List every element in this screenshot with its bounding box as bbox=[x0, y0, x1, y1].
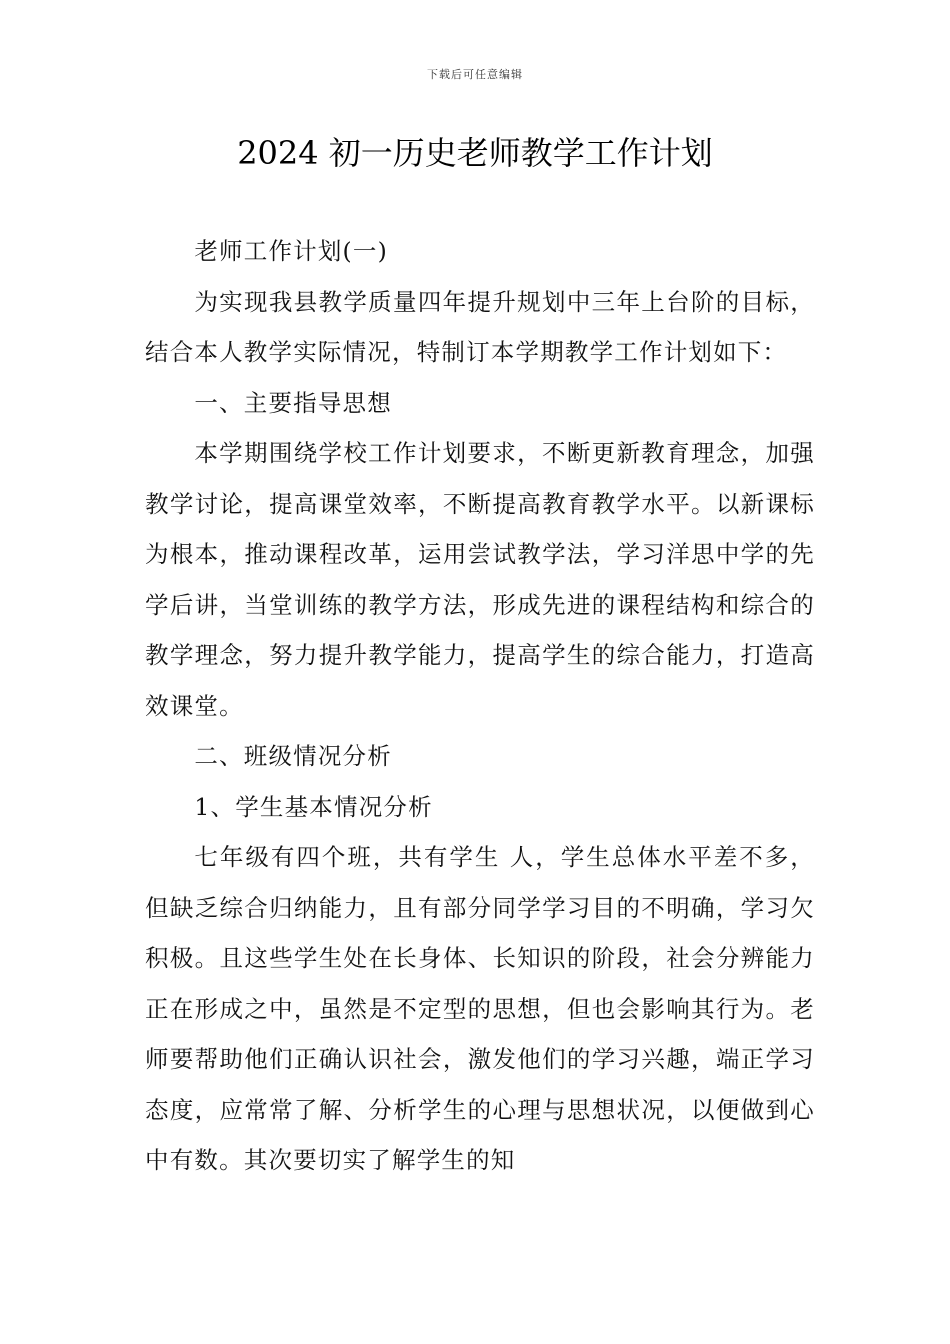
section-heading-plan-one: 老师工作计划(一) bbox=[194, 237, 388, 265]
header-note: 下载后可任意编辑 bbox=[427, 68, 523, 81]
section-heading-class-analysis: 二、班级情况分析 bbox=[194, 742, 392, 770]
student-basics-paragraph: 七年级有四个班，共有学生 人，学生总体水平差不多，但缺乏综合归纳能力，且有部分同学学习目的不明确，学习欠积极。且这些学生处在长身体、长知识的阶段，社会分辨能力正在形成之中，虽然是不定型的思想，但也会影响其行为。老师要帮助他们正确认识社会，激发他们的学习兴趣，端正学习态度，应常常了解、分析学生的心理与思想状况，以便做到心中有数。其次要切实了解学生的知 bbox=[145, 843, 815, 1174]
guiding-thought-paragraph: 本学期围绕学校工作计划要求，不断更新教育理念，加强教学讨论，提高课堂效率，不断提高教育教学水平。以新课标为根本，推动课程改革，运用尝试教学法，学习洋思中学的先学后讲，当堂训练的教学方法，形成先进的课程结构和综合的教学理念，努力提升教学能力，提高学生的综合能力，打造高效课堂。 bbox=[145, 439, 815, 720]
document-body bbox=[145, 226, 815, 1186]
section-heading-guiding-thought: 一、主要指导思想 bbox=[194, 388, 392, 417]
intro-paragraph: 为实现我县教学质量四年提升规划中三年上台阶的目标，结合本人教学实际情况，特制订本学期教学工作计划如下： bbox=[145, 287, 815, 366]
document-title: 2024 初一历史老师教学工作计划 bbox=[237, 134, 713, 172]
subheading-student-basics: 1、学生基本情况分析 bbox=[194, 792, 433, 821]
